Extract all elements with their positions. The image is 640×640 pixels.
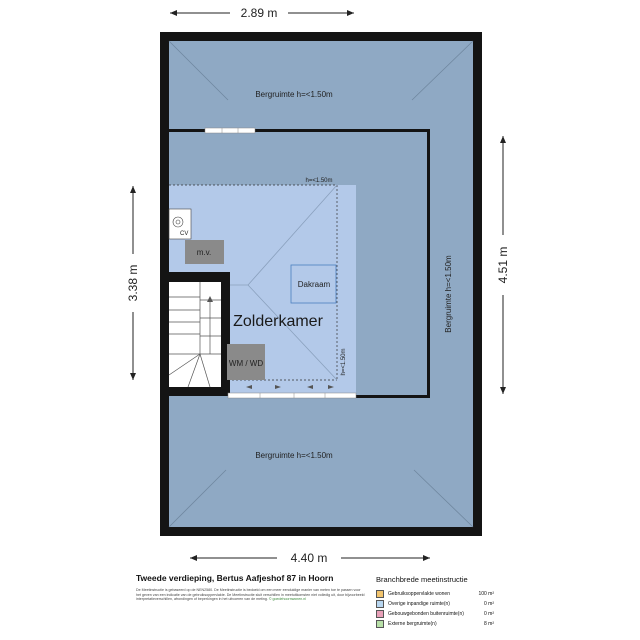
legend-row-label: Gebruiksoppervlakte wonen: [388, 591, 450, 597]
bottom-attic-label: Bergruimte h=<1.50m: [255, 451, 333, 460]
legend: [376, 575, 494, 629]
legend-row: [376, 599, 494, 609]
cv-boiler: [169, 209, 191, 239]
dimension-left: [125, 186, 141, 380]
mv-label: m.v.: [196, 248, 212, 257]
disclaimer-text: De Meetinstructie is gebaseerd op de NEN2580. De Meetinstructie is bedoeld om een meer eenduidige manier van meten toe te passen voor het geven van een indicatie van de gebruiksoppervlakte. De Meetinstructie sluit verschillen in meetuitkomsten niet volledig uit, door bijvoorbeeld interpretatieverschillen, afrondingen of beperkingen in het uitvoeren van de meting.: [136, 588, 365, 602]
legend-row-value: 100 m²: [478, 591, 494, 597]
top-attic-label: Bergruimte h=<1.50m: [255, 90, 333, 99]
dimension-left-label: 3.38 m: [126, 264, 140, 302]
legend-row: [376, 589, 494, 599]
legend-swatch: [376, 620, 384, 628]
dimension-top: [170, 5, 354, 21]
legend-row-label: Overige inpandige ruimte(n): [388, 601, 450, 607]
dimension-bottom: [190, 550, 430, 566]
legend-row: [376, 609, 494, 619]
legend-swatch: [376, 600, 384, 608]
disclaimer: [136, 588, 366, 602]
stair-wall-bottom: [160, 387, 230, 396]
dimension-top-label: 2.89 m: [240, 6, 278, 20]
legend-row-value: 0 m²: [484, 601, 494, 607]
legend-row-label: Gebouwgebonden buitenruimte(n): [388, 611, 464, 617]
legend-swatch: [376, 610, 384, 618]
dimension-bottom-label: 4.40 m: [290, 551, 328, 565]
legend-row: [376, 619, 494, 629]
window-bottom: [228, 393, 356, 398]
disclaimer-link[interactable]: © goedehoornwonen.nl: [268, 597, 307, 602]
interior-wall-right: [427, 129, 430, 398]
legend-title: Branchbrede meetinstructie: [376, 575, 468, 584]
dimension-right-label: 4.51 m: [496, 246, 510, 284]
interior-wall-bottom: [356, 395, 430, 398]
legend-row-value: 0 m²: [484, 611, 494, 617]
staircase: [169, 282, 221, 387]
washer-label: WM / WD: [228, 359, 264, 368]
height-label-right: h=<1.50m: [341, 348, 347, 376]
plan-title: Tweede verdieping, Bertus Aafjeshof 87 in Hoorn: [136, 573, 334, 583]
legend-row-label: Externe bergruimte(n): [388, 621, 437, 627]
window-top: [205, 128, 255, 133]
right-attic-label: Bergruimte h=<1.50m: [444, 255, 453, 333]
cv-label: CV: [180, 231, 189, 237]
attic-room-label: Zolderkamer: [233, 313, 323, 330]
skylight-label: Dakraam: [297, 280, 331, 289]
legend-row-value: 8 m²: [484, 621, 494, 627]
height-label-top: h=<1.50m: [305, 178, 333, 184]
dimension-right: [495, 136, 511, 394]
legend-swatch: [376, 590, 384, 598]
stair-wall-top: [160, 272, 230, 282]
